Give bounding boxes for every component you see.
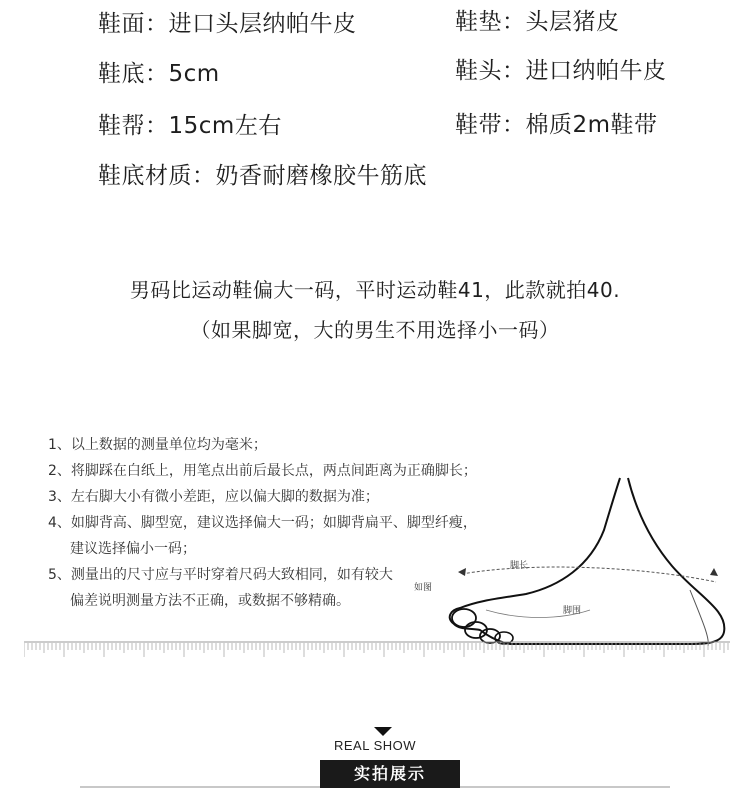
divider-right [460, 786, 670, 788]
rule-2: 2、将脚踩在白纸上，用笔点出前后最长点，两点间距离为正确脚长； [48, 463, 477, 479]
rule-4-cont: 建议选择偏小一码； [70, 541, 196, 557]
measuring-ruler [24, 640, 730, 658]
rule-4: 4、如脚背高、脚型宽，建议选择偏大一码；如脚背扁平、脚型纤瘦， [48, 515, 477, 531]
rule-5: 5、测量出的尺寸应与平时穿着尺码大致相同，如有较大 [48, 567, 393, 583]
as-shown-label: 如图 [414, 583, 433, 593]
sizing-note-line1: 男码比运动鞋偏大一码，平时运动鞋41，此款就拍40. [129, 278, 621, 302]
sizing-note-line2: （如果脚宽，大的男生不用选择小一码） [190, 318, 560, 342]
foot-girth-label: 脚围 [563, 606, 582, 616]
measure-rules [48, 432, 477, 614]
foot-diagram [440, 470, 740, 650]
spec-upper: 鞋面：进口头层纳帕牛皮 [98, 11, 357, 37]
spec-toe: 鞋头：进口纳帕牛皮 [455, 58, 667, 84]
rule-1: 1、以上数据的测量单位均为毫米； [48, 437, 267, 453]
rule-5-cont: 偏差说明测量方法不正确，或数据不够精确。 [70, 593, 350, 609]
spec-insole: 鞋垫：头层猪皮 [455, 9, 620, 35]
down-arrow-icon [374, 727, 392, 736]
real-show-banner: 实拍展示 [320, 760, 460, 788]
spec-laces: 鞋带：棉质2m鞋带 [455, 112, 658, 138]
divider-left [80, 786, 320, 788]
spec-shaft: 鞋帮：15cm左右 [98, 113, 282, 139]
spec-sole-material: 鞋底材质：奶香耐磨橡胶牛筋底 [98, 163, 427, 189]
rule-3: 3、左右脚大小有微小差距，应以偏大脚的数据为准； [48, 489, 379, 505]
real-show-heading: REAL SHOW [333, 738, 417, 753]
spec-sole-height: 鞋底：5cm [98, 61, 220, 87]
foot-length-label: 脚长 [510, 561, 529, 571]
